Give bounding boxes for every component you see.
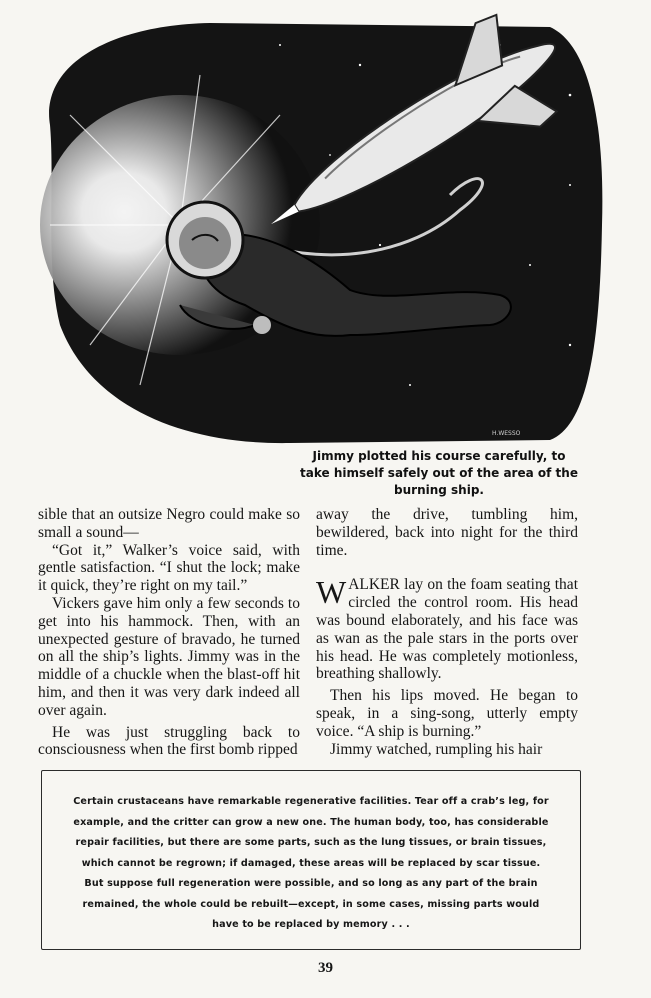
paragraph: away the drive, tumbling him, bewildered, back into night for the third time. xyxy=(316,506,578,559)
paragraph: Jimmy watched, rumpling his hair xyxy=(330,740,543,758)
paragraph: sible that an outsize Negro could make so small a sound— xyxy=(38,506,300,541)
artist-signature: H.WESSO xyxy=(492,430,521,437)
paragraph: He was just struggling back to consciousness when the first bomb ripped xyxy=(38,723,300,759)
astronaut-in-space-illustration xyxy=(30,5,620,463)
drop-cap: W xyxy=(316,574,347,611)
right-column xyxy=(316,506,578,758)
paragraph: Then his lips moved. He began to speak, in a sing-song, utterly empty voice. “A ship is burning.” xyxy=(316,687,578,740)
illustration-caption: Jimmy plotted his course carefully, to take himself safely out of the area of the burning ship. xyxy=(300,449,578,497)
paragraph-text: ALKER lay on the foam seating that circled the control room. His head was bound elaborately, and his face was as wan as the pale stars in the ports over his head. He was completely motionless, breathing shallowly. xyxy=(316,576,578,683)
paragraph: Vickers gave him only a few seconds to get into his hammock. Then, with an unexpected gesture of bravado, he turned on all the ship’s lights. Jimmy was in the middle of a chuckle when the blast-off hit him, and then it was very dark indeed all over again. xyxy=(38,594,300,719)
section-break xyxy=(316,559,578,576)
editorial-note-box xyxy=(41,770,581,950)
paragraph-dropcap xyxy=(316,576,578,683)
editorial-note-text: Certain crustaceans have remarkable regenerative facilities. Tear off a crab’s leg, for example, and the critter can grow a new one. The human body, too, has considerable repair facilities, but there are some parts, such as the lung tissues, or brain tissues, which cannot be regrown; if damaged, these areas will be replaced by scar tissue. But suppose full regeneration were possible, and so long as any part of the brain remained, the whole could be rebuilt—except, in some cases, missing parts would have to be replaced by memory . . . xyxy=(73,796,549,930)
paragraph: “Got it,” Walker’s voice said, with gentle satisfaction. “I shut the lock; make it quick, they’re right on my tail.” xyxy=(38,541,300,595)
left-column xyxy=(38,506,300,759)
page-number: 39 xyxy=(318,960,333,976)
